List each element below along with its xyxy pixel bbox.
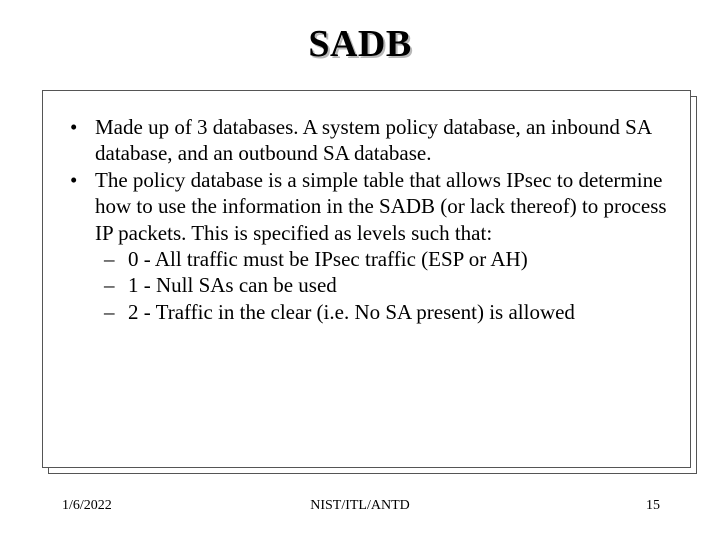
slide-title: SADB xyxy=(308,23,412,65)
footer-date: 1/6/2022 xyxy=(62,498,112,513)
dash-marker: – xyxy=(104,247,115,272)
sub-item-text: 1 - Null SAs can be used xyxy=(128,273,337,298)
sub-item-text: 0 - All traffic must be IPsec traffic (ESP or AH) xyxy=(128,247,528,272)
bullet-text: Made up of 3 databases. A system policy database, an inbound SA database, and an outbound SA database. xyxy=(95,115,651,166)
sub-item xyxy=(43,246,683,272)
bullet-list xyxy=(43,114,683,325)
bullet-marker: • xyxy=(70,167,78,192)
sub-item xyxy=(43,299,683,325)
sub-item xyxy=(43,272,683,298)
bullet-marker: • xyxy=(70,115,78,139)
bullet-item xyxy=(43,114,683,167)
content-frame xyxy=(42,90,691,468)
bullet-item xyxy=(43,167,683,246)
bullet-text: The policy database is a simple table that allows IPsec to determine how to use the information in the SADB (or lack thereof) to process IP packets. This is specified as levels such that: xyxy=(95,167,667,245)
footer-organization: NIST/ITL/ANTD xyxy=(310,498,410,513)
dash-marker: – xyxy=(104,273,115,298)
sub-item-text: 2 - Traffic in the clear (i.e. No SA present) is allowed xyxy=(128,299,575,324)
footer-page-number: 15 xyxy=(646,498,660,513)
dash-marker: – xyxy=(104,299,115,324)
